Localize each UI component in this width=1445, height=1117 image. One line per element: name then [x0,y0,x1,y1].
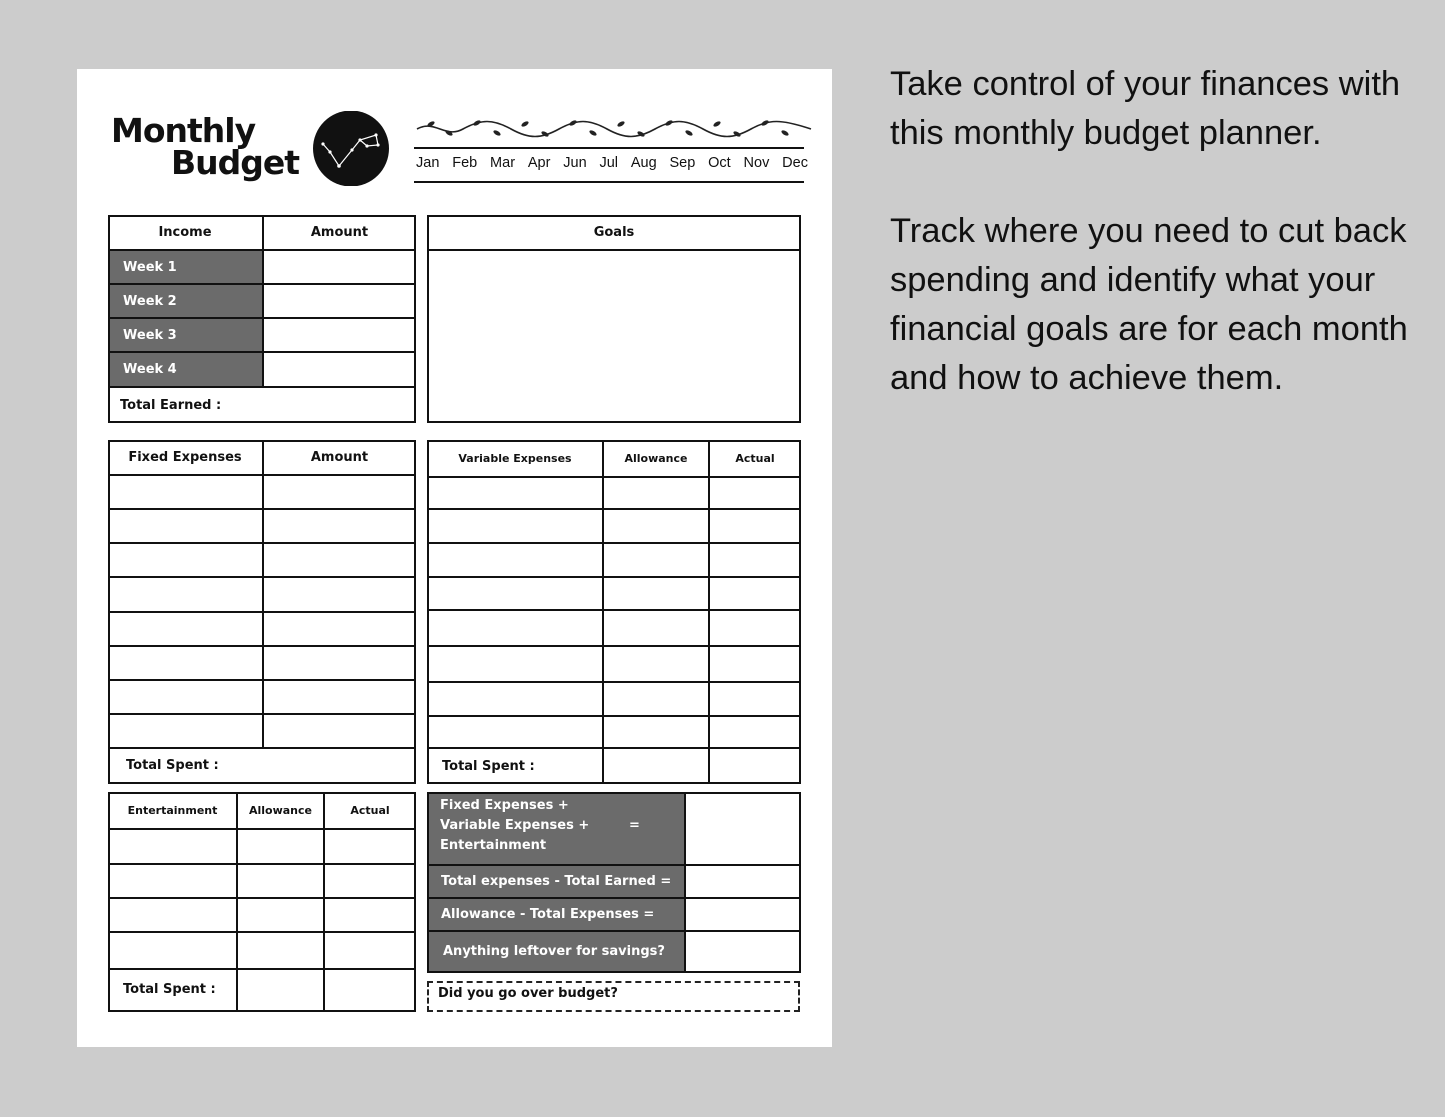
summary-equals-sign: = [629,818,640,833]
months-bottom-rule [414,181,804,183]
summary-combined-expenses [440,796,680,862]
title-line-1: Monthly [111,111,256,150]
vine-decoration [415,115,813,141]
month-oct[interactable]: Oct [708,155,731,171]
summary-savings-value[interactable] [686,932,799,971]
summary-table [427,792,801,973]
entertainment-total-spent-label: Total Spent : [123,981,216,997]
summary-combined-value[interactable] [686,794,799,864]
promo-paragraph-2: Track where you need to cut back spending and identify what your financial goals are for each month and how to achieve them. [890,212,1408,397]
month-feb[interactable]: Feb [452,155,478,171]
income-week-4: Week 4 [123,362,177,377]
entertainment-header: Entertainment [127,803,218,817]
total-earned-label: Total Earned : [120,397,222,413]
month-apr[interactable]: Apr [527,155,551,171]
income-week-3: Week 3 [123,327,177,343]
entertainment-actual-header: Actual [350,803,390,817]
constellation-logo-icon [312,111,390,186]
months-top-rule [414,147,804,149]
income-amount-week-1[interactable] [264,251,414,283]
month-aug[interactable]: Aug [630,155,657,171]
month-jul[interactable]: Jul [599,155,619,171]
fixed-expenses-table [108,440,416,784]
summary-difference-value[interactable] [686,866,799,897]
month-jun[interactable]: Jun [563,155,587,171]
income-amount-header: Amount [310,224,369,240]
summary-fixed-expenses: Fixed Expenses + [440,798,569,813]
summary-entertainment: Entertainment [440,838,547,853]
fixed-expenses-lines [108,440,416,784]
month-sep[interactable]: Sep [669,155,696,171]
goals-header: Goals [593,224,635,240]
variable-expenses-lines [427,440,801,784]
variable-expenses-header: Variable Expenses [458,451,572,465]
budget-sheet [77,69,832,1047]
income-week-2: Week 2 [123,293,177,309]
entertainment-table [108,792,416,1012]
income-amount-week-3[interactable] [264,319,414,351]
income-header: Income [158,224,212,240]
summary-allowance-minus-expenses: Allowance - Total Expenses = [441,907,655,922]
month-mar[interactable]: Mar [490,155,516,171]
variable-allowance-header: Allowance [624,451,688,465]
income-week-1: Week 1 [123,259,177,275]
income-amount-week-4[interactable] [264,353,414,386]
summary-variable-expenses: Variable Expenses + [440,818,590,833]
summary-total-minus-earned: Total expenses - Total Earned = [441,874,672,889]
fixed-total-spent-label: Total Spent : [126,757,219,773]
month-selector [416,155,808,171]
month-jan[interactable]: Jan [416,155,440,171]
variable-total-spent-label: Total Spent : [442,758,535,774]
fixed-expenses-header: Fixed Expenses [128,449,242,465]
income-amount-week-2[interactable] [264,285,414,317]
over-budget-box[interactable] [427,981,800,1012]
goals-writing-area[interactable] [429,251,799,421]
goals-box [427,215,801,423]
over-budget-question: Did you go over budget? [438,986,618,1001]
summary-leftover-savings: Anything leftover for savings? [443,943,665,959]
entertainment-allowance-header: Allowance [248,803,312,817]
variable-expenses-table [427,440,801,784]
income-table [108,215,416,423]
summary-allowance-value[interactable] [686,899,799,930]
fixed-amount-header: Amount [310,449,369,465]
month-dec[interactable]: Dec [782,155,808,171]
promo-paragraph-1: Take control of your finances with this monthly budget planner. [890,65,1401,152]
variable-actual-header: Actual [735,451,775,465]
month-nov[interactable]: Nov [743,155,770,171]
promo-text [890,60,1410,403]
title-line-2: Budget [171,143,300,182]
